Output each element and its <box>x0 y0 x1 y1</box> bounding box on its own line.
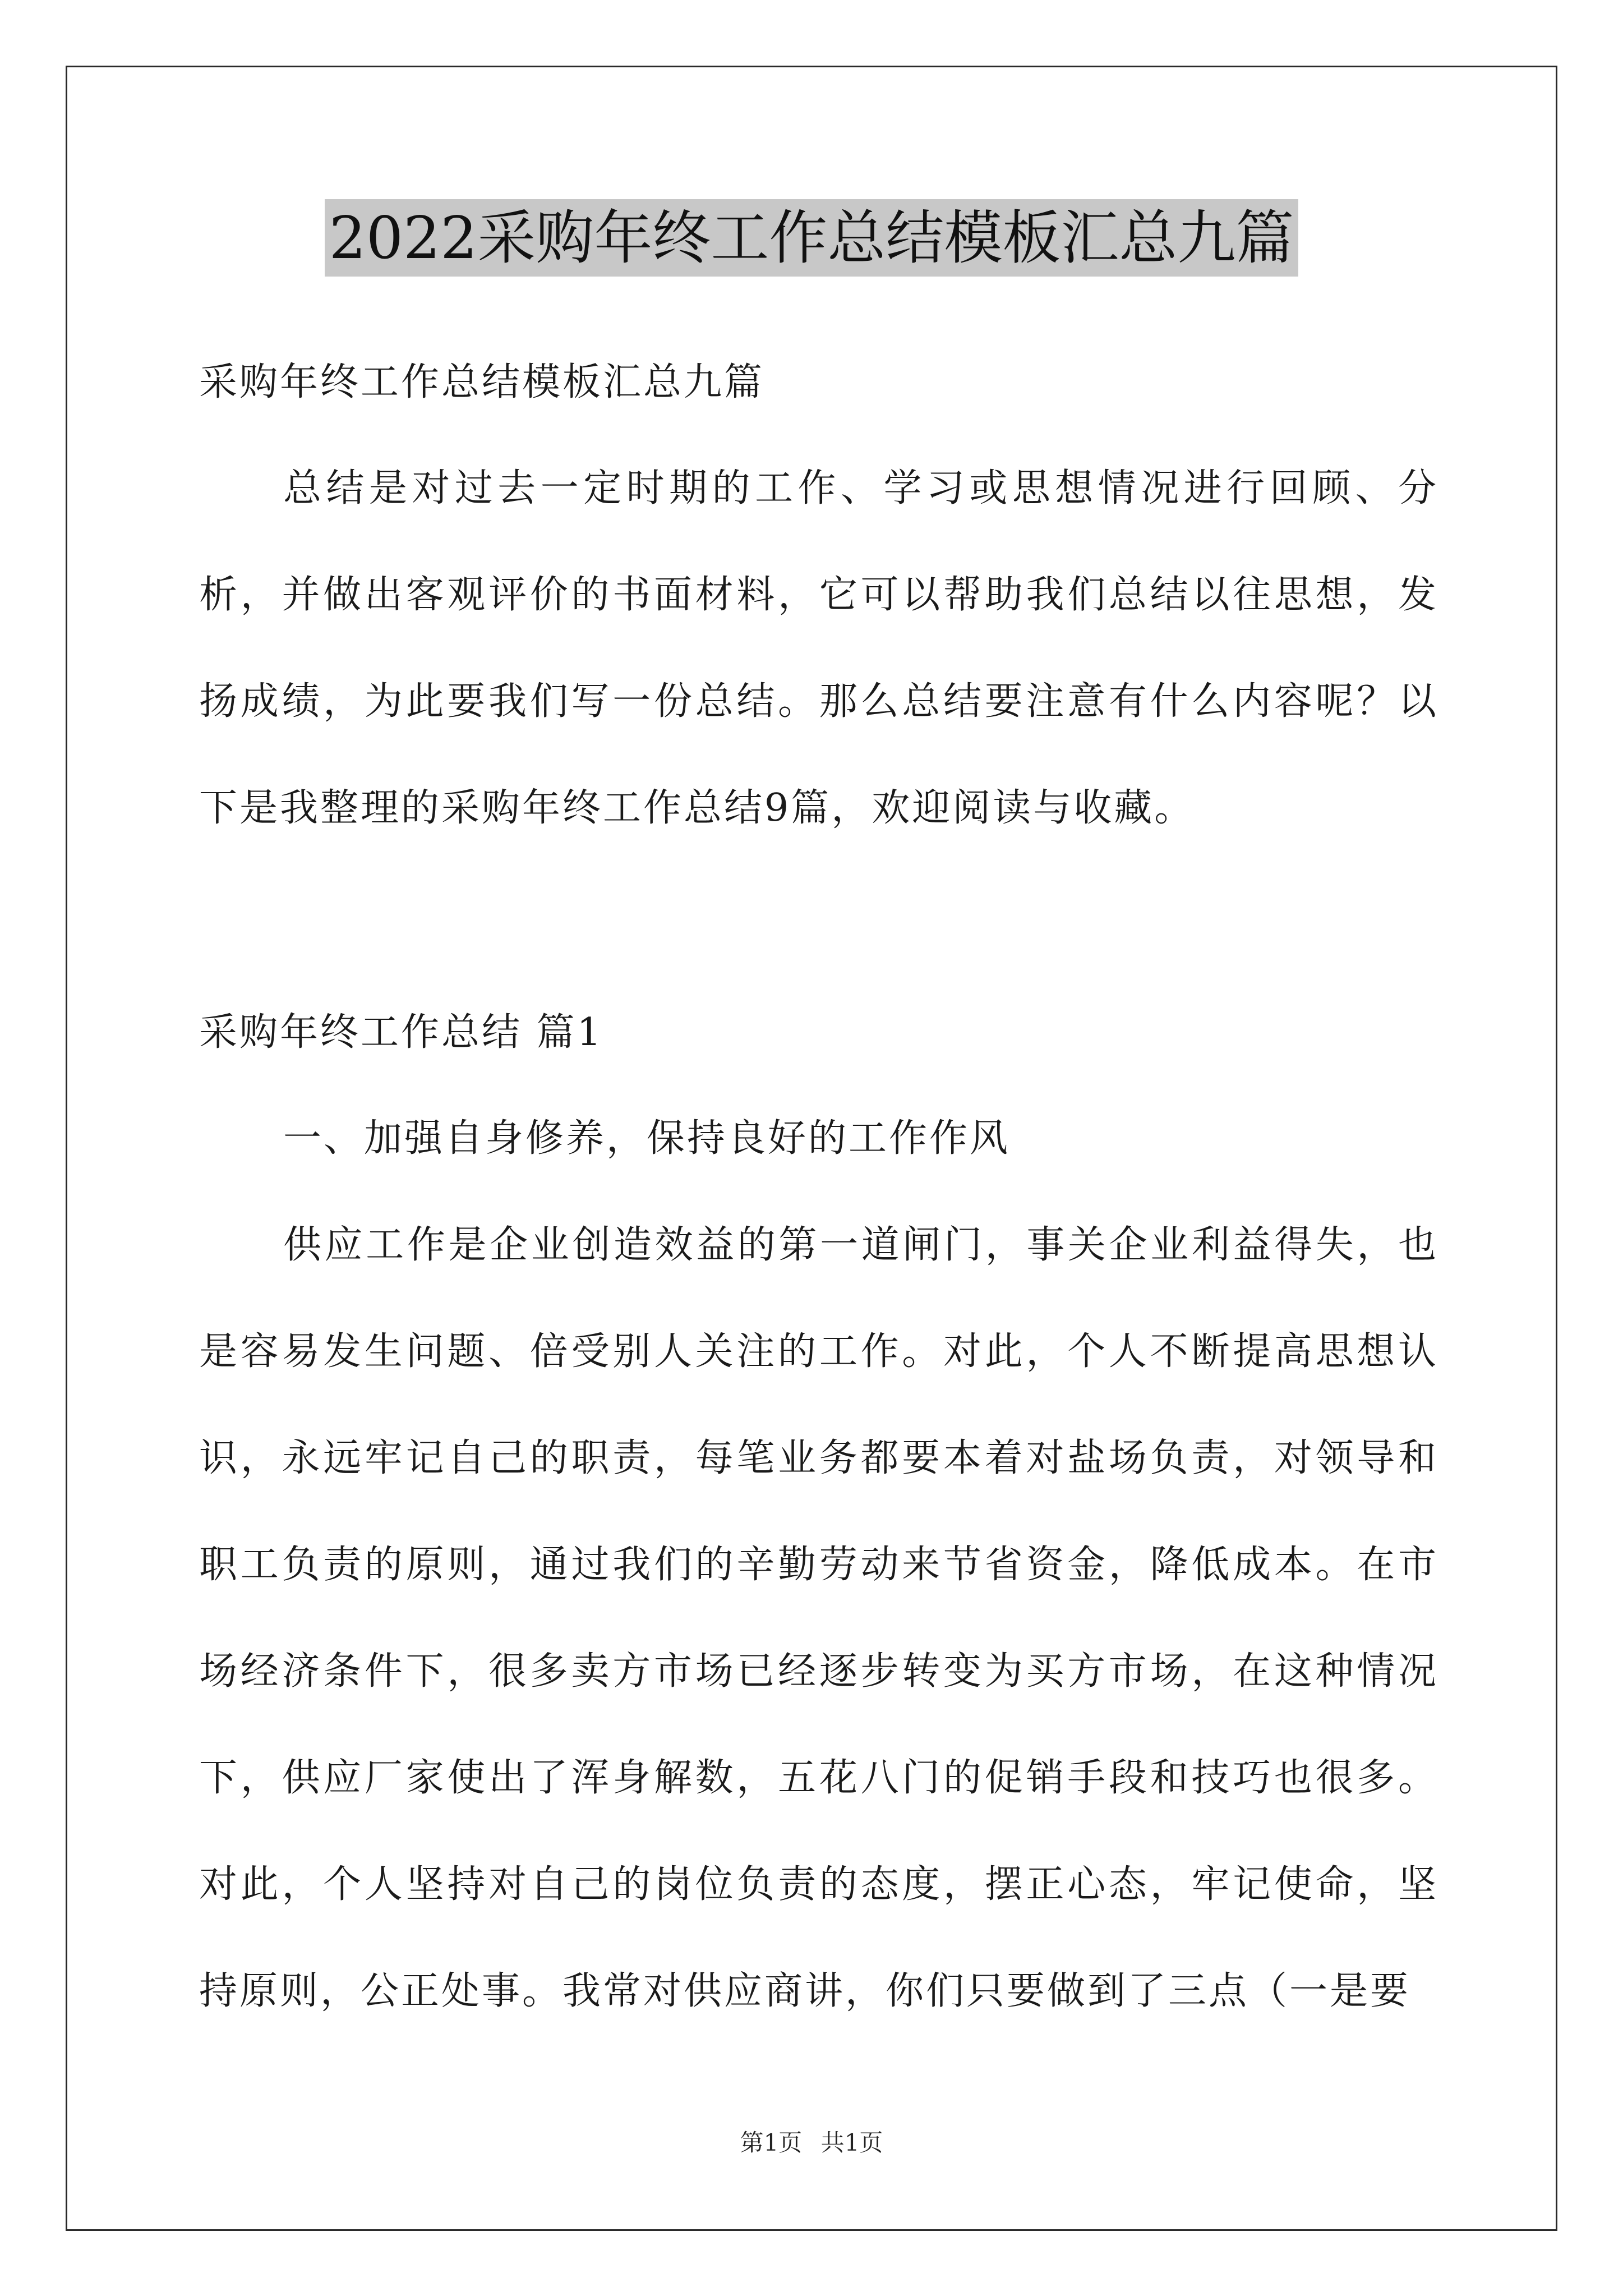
title-container <box>0 199 1623 277</box>
page-footer <box>0 2126 1623 2160</box>
page-number: 第1页 <box>740 2129 803 2156</box>
section-heading-text: 采购年终工作总结 篇1 <box>199 1010 603 1055</box>
intro-paragraph <box>199 435 1438 862</box>
document-subtitle <box>199 329 1438 436</box>
document-title: 2022采购年终工作总结模板汇总九篇 <box>325 199 1299 277</box>
section-heading <box>199 979 1438 1086</box>
body-paragraph: 供应工作是企业创造效益的第一道闸门，事关企业利益得失，也是容易发生问题、倍受别人关注的工作。对此，个人不断提高思想认识，永远牢记自己的职责，每笔业务都要本着对盐场负责，对领导和职工负责的原则，通过我们的辛勤劳动来节省资金，降低成本。在市场经济条件下，很多卖方市场已经逐步转变为买方市场，在这种情况下，供应厂家使出了浑身解数，五花八门的促销手段和技巧也很多。对此，个人坚持对自己的岗位负责的态度，摆正心态，牢记使命，坚持原则，公正处事。我常对供应商讲，你们只要做到了三点（一是要 <box>199 1223 1438 2013</box>
subtitle-text: 采购年终工作总结模板汇总九篇 <box>199 360 765 404</box>
point-heading: 一、加强自身修养，保持良好的工作作风 <box>283 1116 1011 1161</box>
intro-text: 总结是对过去一定时期的工作、学习或思想情况进行回顾、分析，并做出客观评价的书面材料，它可以帮助我们总结以往思想，发扬成绩，为此要我们写一份总结。那么总结要注意有什么内容呢？以下是我整理的采购年终工作总结9篇，欢迎阅读与收藏。 <box>199 466 1438 830</box>
page-total: 共1页 <box>820 2129 883 2156</box>
section-body <box>199 1085 1438 2045</box>
